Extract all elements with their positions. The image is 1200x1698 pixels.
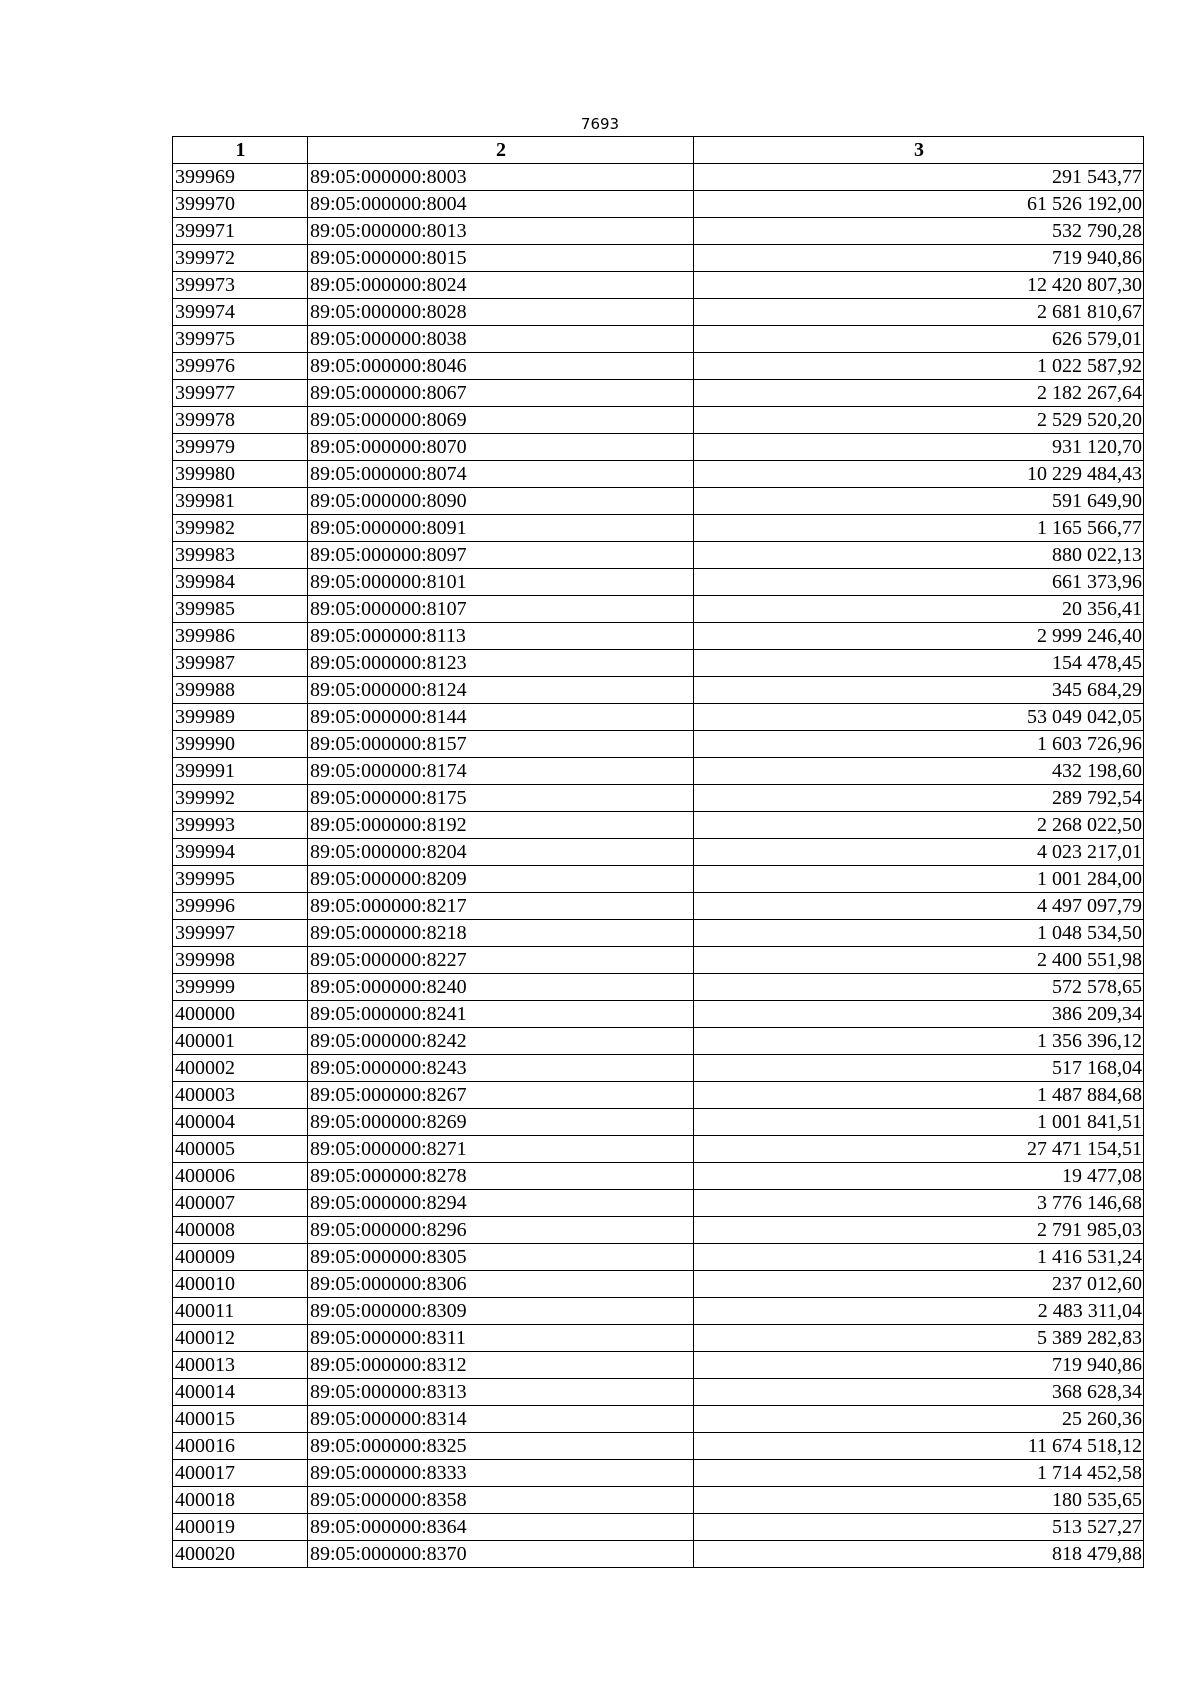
- row-number-cell: 400006: [173, 1163, 308, 1190]
- cadastral-number-cell: 89:05:000000:8311: [308, 1325, 694, 1352]
- cadastral-number-cell: 89:05:000000:8113: [308, 623, 694, 650]
- table-row: [173, 893, 1144, 920]
- row-number-cell: 399978: [173, 407, 308, 434]
- cadastral-value-cell: 345 684,29: [694, 677, 1144, 704]
- row-number-cell: 400001: [173, 1028, 308, 1055]
- row-number-cell: 400014: [173, 1379, 308, 1406]
- table-row: [173, 515, 1144, 542]
- cadastral-number-cell: 89:05:000000:8028: [308, 299, 694, 326]
- cadastral-value-cell: 880 022,13: [694, 542, 1144, 569]
- cadastral-value-cell: 20 356,41: [694, 596, 1144, 623]
- table-row: [173, 1514, 1144, 1541]
- row-number-cell: 400009: [173, 1244, 308, 1271]
- row-number-cell: 399970: [173, 191, 308, 218]
- table-row: [173, 758, 1144, 785]
- cadastral-value-cell: 2 791 985,03: [694, 1217, 1144, 1244]
- cadastral-number-cell: 89:05:000000:8314: [308, 1406, 694, 1433]
- cadastral-value-cell: 61 526 192,00: [694, 191, 1144, 218]
- cadastral-number-cell: 89:05:000000:8306: [308, 1271, 694, 1298]
- row-number-cell: 399992: [173, 785, 308, 812]
- table-row: [173, 812, 1144, 839]
- cadastral-value-cell: 3 776 146,68: [694, 1190, 1144, 1217]
- table-row: [173, 569, 1144, 596]
- row-number-cell: 399993: [173, 812, 308, 839]
- cadastral-value-table: [172, 136, 1144, 1568]
- cadastral-number-cell: 89:05:000000:8313: [308, 1379, 694, 1406]
- table-row: [173, 920, 1144, 947]
- row-number-cell: 399996: [173, 893, 308, 920]
- row-number-cell: 400013: [173, 1352, 308, 1379]
- cadastral-value-cell: 11 674 518,12: [694, 1433, 1144, 1460]
- column-header-3: 3: [694, 137, 1144, 164]
- cadastral-value-cell: 2 182 267,64: [694, 380, 1144, 407]
- cadastral-value-cell: 368 628,34: [694, 1379, 1144, 1406]
- table-row: [173, 164, 1144, 191]
- row-number-cell: 400002: [173, 1055, 308, 1082]
- cadastral-number-cell: 89:05:000000:8144: [308, 704, 694, 731]
- row-number-cell: 399994: [173, 839, 308, 866]
- cadastral-value-cell: 25 260,36: [694, 1406, 1144, 1433]
- cadastral-value-cell: 4 023 217,01: [694, 839, 1144, 866]
- cadastral-value-cell: 180 535,65: [694, 1487, 1144, 1514]
- table-row: [173, 1055, 1144, 1082]
- row-number-cell: 400007: [173, 1190, 308, 1217]
- row-number-cell: 400005: [173, 1136, 308, 1163]
- table-row: [173, 947, 1144, 974]
- row-number-cell: 400019: [173, 1514, 308, 1541]
- table-row: [173, 677, 1144, 704]
- cadastral-number-cell: 89:05:000000:8269: [308, 1109, 694, 1136]
- table-row: [173, 1406, 1144, 1433]
- cadastral-value-cell: 1 356 396,12: [694, 1028, 1144, 1055]
- cadastral-value-cell: 719 940,86: [694, 1352, 1144, 1379]
- row-number-cell: 399997: [173, 920, 308, 947]
- table-row: [173, 704, 1144, 731]
- row-number-cell: 399981: [173, 488, 308, 515]
- row-number-cell: 399972: [173, 245, 308, 272]
- table-row: [173, 299, 1144, 326]
- table-row: [173, 596, 1144, 623]
- row-number-cell: 399982: [173, 515, 308, 542]
- row-number-cell: 400012: [173, 1325, 308, 1352]
- cadastral-value-cell: 1 487 884,68: [694, 1082, 1144, 1109]
- cadastral-number-cell: 89:05:000000:8271: [308, 1136, 694, 1163]
- row-number-cell: 399973: [173, 272, 308, 299]
- row-number-cell: 400015: [173, 1406, 308, 1433]
- cadastral-value-cell: 386 209,34: [694, 1001, 1144, 1028]
- table-row: [173, 839, 1144, 866]
- cadastral-number-cell: 89:05:000000:8296: [308, 1217, 694, 1244]
- cadastral-number-cell: 89:05:000000:8123: [308, 650, 694, 677]
- table-row: [173, 488, 1144, 515]
- cadastral-value-cell: 19 477,08: [694, 1163, 1144, 1190]
- table-row: [173, 542, 1144, 569]
- row-number-cell: 399989: [173, 704, 308, 731]
- table-row: [173, 1460, 1144, 1487]
- cadastral-number-cell: 89:05:000000:8243: [308, 1055, 694, 1082]
- cadastral-value-cell: 2 268 022,50: [694, 812, 1144, 839]
- cadastral-value-cell: 1 714 452,58: [694, 1460, 1144, 1487]
- row-number-cell: 399990: [173, 731, 308, 758]
- cadastral-number-cell: 89:05:000000:8069: [308, 407, 694, 434]
- cadastral-number-cell: 89:05:000000:8278: [308, 1163, 694, 1190]
- cadastral-value-cell: 4 497 097,79: [694, 893, 1144, 920]
- table-row: [173, 1163, 1144, 1190]
- cadastral-value-cell: 1 416 531,24: [694, 1244, 1144, 1271]
- cadastral-number-cell: 89:05:000000:8192: [308, 812, 694, 839]
- cadastral-number-cell: 89:05:000000:8240: [308, 974, 694, 1001]
- table-row: [173, 1325, 1144, 1352]
- cadastral-number-cell: 89:05:000000:8090: [308, 488, 694, 515]
- cadastral-number-cell: 89:05:000000:8267: [308, 1082, 694, 1109]
- table-row: [173, 353, 1144, 380]
- table-row: [173, 1379, 1144, 1406]
- cadastral-number-cell: 89:05:000000:8107: [308, 596, 694, 623]
- row-number-cell: 400004: [173, 1109, 308, 1136]
- row-number-cell: 399985: [173, 596, 308, 623]
- cadastral-number-cell: 89:05:000000:8097: [308, 542, 694, 569]
- cadastral-number-cell: 89:05:000000:8204: [308, 839, 694, 866]
- cadastral-number-cell: 89:05:000000:8294: [308, 1190, 694, 1217]
- table-row: [173, 407, 1144, 434]
- row-number-cell: 399977: [173, 380, 308, 407]
- table-row: [173, 1028, 1144, 1055]
- cadastral-value-cell: 53 049 042,05: [694, 704, 1144, 731]
- cadastral-value-cell: 1 022 587,92: [694, 353, 1144, 380]
- cadastral-number-cell: 89:05:000000:8003: [308, 164, 694, 191]
- cadastral-number-cell: 89:05:000000:8038: [308, 326, 694, 353]
- cadastral-value-cell: 532 790,28: [694, 218, 1144, 245]
- table-row: [173, 191, 1144, 218]
- cadastral-number-cell: 89:05:000000:8358: [308, 1487, 694, 1514]
- table-row: [173, 1217, 1144, 1244]
- row-number-cell: 400016: [173, 1433, 308, 1460]
- cadastral-value-cell: 2 400 551,98: [694, 947, 1144, 974]
- cadastral-number-cell: 89:05:000000:8309: [308, 1298, 694, 1325]
- column-header-1: 1: [173, 137, 308, 164]
- row-number-cell: 400008: [173, 1217, 308, 1244]
- row-number-cell: 399984: [173, 569, 308, 596]
- table-row: [173, 650, 1144, 677]
- table-row: [173, 1487, 1144, 1514]
- cadastral-value-cell: 1 048 534,50: [694, 920, 1144, 947]
- cadastral-value-cell: 1 165 566,77: [694, 515, 1144, 542]
- cadastral-number-cell: 89:05:000000:8015: [308, 245, 694, 272]
- cadastral-value-cell: 1 001 284,00: [694, 866, 1144, 893]
- cadastral-value-cell: 2 999 246,40: [694, 623, 1144, 650]
- row-number-cell: 399980: [173, 461, 308, 488]
- table-row: [173, 1109, 1144, 1136]
- row-number-cell: 399998: [173, 947, 308, 974]
- row-number-cell: 399991: [173, 758, 308, 785]
- row-number-cell: 399969: [173, 164, 308, 191]
- cadastral-number-cell: 89:05:000000:8174: [308, 758, 694, 785]
- cadastral-number-cell: 89:05:000000:8242: [308, 1028, 694, 1055]
- cadastral-number-cell: 89:05:000000:8209: [308, 866, 694, 893]
- cadastral-value-cell: 513 527,27: [694, 1514, 1144, 1541]
- cadastral-number-cell: 89:05:000000:8325: [308, 1433, 694, 1460]
- cadastral-number-cell: 89:05:000000:8046: [308, 353, 694, 380]
- row-number-cell: 400018: [173, 1487, 308, 1514]
- table-row: [173, 434, 1144, 461]
- table-row: [173, 1001, 1144, 1028]
- cadastral-value-cell: 2 483 311,04: [694, 1298, 1144, 1325]
- cadastral-value-cell: 661 373,96: [694, 569, 1144, 596]
- table-row: [173, 1244, 1144, 1271]
- cadastral-number-cell: 89:05:000000:8175: [308, 785, 694, 812]
- row-number-cell: 399999: [173, 974, 308, 1001]
- table-row: [173, 785, 1144, 812]
- cadastral-number-cell: 89:05:000000:8124: [308, 677, 694, 704]
- cadastral-value-cell: 818 479,88: [694, 1541, 1144, 1568]
- row-number-cell: 400011: [173, 1298, 308, 1325]
- row-number-cell: 399995: [173, 866, 308, 893]
- cadastral-number-cell: 89:05:000000:8091: [308, 515, 694, 542]
- cadastral-value-cell: 572 578,65: [694, 974, 1144, 1001]
- row-number-cell: 399987: [173, 650, 308, 677]
- cadastral-value-cell: 154 478,45: [694, 650, 1144, 677]
- row-number-cell: 399979: [173, 434, 308, 461]
- cadastral-value-cell: 291 543,77: [694, 164, 1144, 191]
- table-row: [173, 731, 1144, 758]
- row-number-cell: 400020: [173, 1541, 308, 1568]
- cadastral-value-cell: 1 603 726,96: [694, 731, 1144, 758]
- cadastral-number-cell: 89:05:000000:8101: [308, 569, 694, 596]
- row-number-cell: 400003: [173, 1082, 308, 1109]
- cadastral-number-cell: 89:05:000000:8070: [308, 434, 694, 461]
- cadastral-number-cell: 89:05:000000:8333: [308, 1460, 694, 1487]
- row-number-cell: 399988: [173, 677, 308, 704]
- row-number-cell: 399983: [173, 542, 308, 569]
- cadastral-number-cell: 89:05:000000:8157: [308, 731, 694, 758]
- table-row: [173, 245, 1144, 272]
- cadastral-value-cell: 12 420 807,30: [694, 272, 1144, 299]
- table-row: [173, 461, 1144, 488]
- table-row: [173, 326, 1144, 353]
- cadastral-value-cell: 237 012,60: [694, 1271, 1144, 1298]
- cadastral-number-cell: 89:05:000000:8004: [308, 191, 694, 218]
- table-row: [173, 1271, 1144, 1298]
- cadastral-value-cell: 2 681 810,67: [694, 299, 1144, 326]
- cadastral-value-cell: 2 529 520,20: [694, 407, 1144, 434]
- table-row: [173, 866, 1144, 893]
- cadastral-value-cell: 719 940,86: [694, 245, 1144, 272]
- cadastral-number-cell: 89:05:000000:8074: [308, 461, 694, 488]
- cadastral-value-cell: 432 198,60: [694, 758, 1144, 785]
- cadastral-number-cell: 89:05:000000:8024: [308, 272, 694, 299]
- cadastral-number-cell: 89:05:000000:8218: [308, 920, 694, 947]
- cadastral-number-cell: 89:05:000000:8217: [308, 893, 694, 920]
- row-number-cell: 399974: [173, 299, 308, 326]
- cadastral-number-cell: 89:05:000000:8305: [308, 1244, 694, 1271]
- cadastral-value-cell: 626 579,01: [694, 326, 1144, 353]
- cadastral-number-cell: 89:05:000000:8227: [308, 947, 694, 974]
- cadastral-number-cell: 89:05:000000:8312: [308, 1352, 694, 1379]
- column-header-2: 2: [308, 137, 694, 164]
- page-number: 7693: [580, 115, 620, 133]
- table-row: [173, 1433, 1144, 1460]
- cadastral-number-cell: 89:05:000000:8364: [308, 1514, 694, 1541]
- table-row: [173, 623, 1144, 650]
- table-header-row: [173, 137, 1144, 164]
- cadastral-value-cell: 931 120,70: [694, 434, 1144, 461]
- cadastral-number-cell: 89:05:000000:8013: [308, 218, 694, 245]
- table-row: [173, 1136, 1144, 1163]
- row-number-cell: 400017: [173, 1460, 308, 1487]
- row-number-cell: 399986: [173, 623, 308, 650]
- row-number-cell: 400000: [173, 1001, 308, 1028]
- row-number-cell: 399976: [173, 353, 308, 380]
- cadastral-number-cell: 89:05:000000:8370: [308, 1541, 694, 1568]
- row-number-cell: 399971: [173, 218, 308, 245]
- table-row: [173, 218, 1144, 245]
- cadastral-value-cell: 5 389 282,83: [694, 1325, 1144, 1352]
- table-row: [173, 380, 1144, 407]
- table-row: [173, 1352, 1144, 1379]
- table-row: [173, 1082, 1144, 1109]
- cadastral-value-cell: 591 649,90: [694, 488, 1144, 515]
- row-number-cell: 400010: [173, 1271, 308, 1298]
- cadastral-number-cell: 89:05:000000:8067: [308, 380, 694, 407]
- cadastral-value-cell: 1 001 841,51: [694, 1109, 1144, 1136]
- table-row: [173, 1298, 1144, 1325]
- table-row: [173, 974, 1144, 1001]
- cadastral-value-cell: 289 792,54: [694, 785, 1144, 812]
- row-number-cell: 399975: [173, 326, 308, 353]
- table-body: [173, 164, 1144, 1568]
- cadastral-value-cell: 27 471 154,51: [694, 1136, 1144, 1163]
- table-row: [173, 272, 1144, 299]
- cadastral-value-cell: 517 168,04: [694, 1055, 1144, 1082]
- table-row: [173, 1190, 1144, 1217]
- table-row: [173, 1541, 1144, 1568]
- cadastral-value-cell: 10 229 484,43: [694, 461, 1144, 488]
- cadastral-number-cell: 89:05:000000:8241: [308, 1001, 694, 1028]
